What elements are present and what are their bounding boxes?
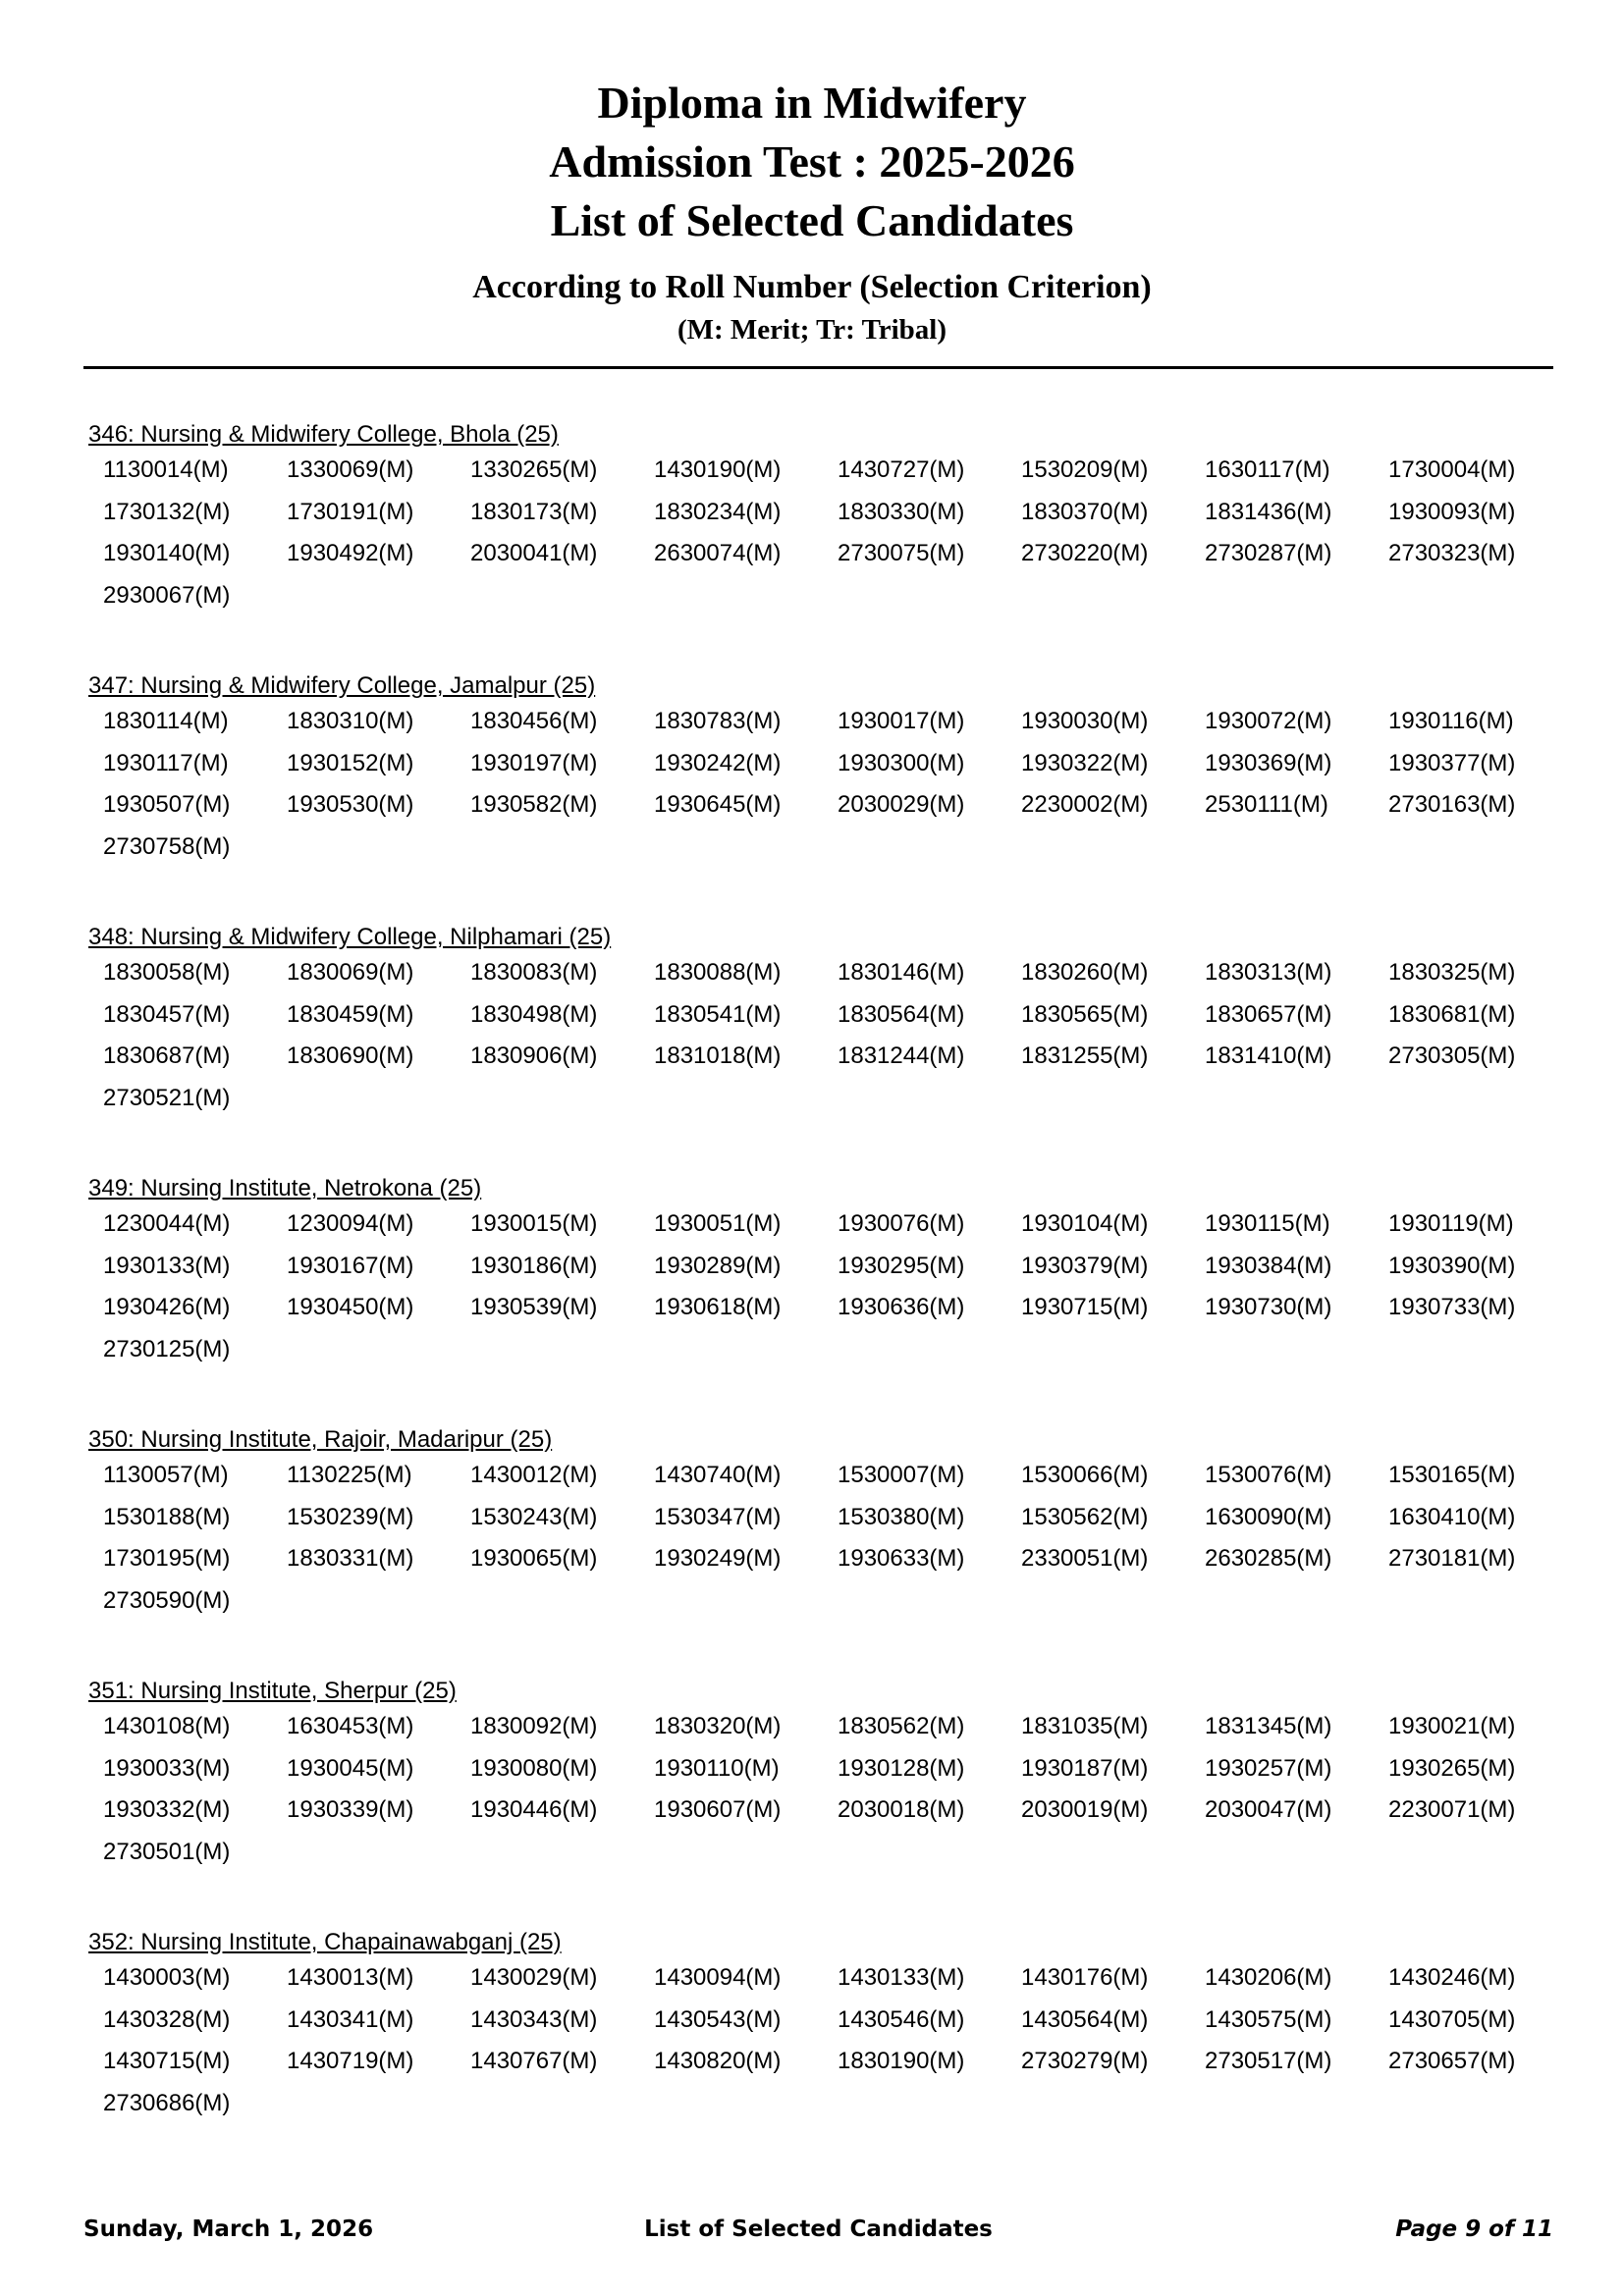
roll-number: 2730279(M): [1021, 2048, 1149, 2075]
roll-number: 2730657(M): [1388, 2048, 1516, 2075]
roll-number: 2730181(M): [1388, 1545, 1516, 1573]
roll-number: 1730191(M): [287, 498, 414, 525]
roll-number: 1930119(M): [1388, 1210, 1514, 1237]
roll-number: 2730517(M): [1205, 2048, 1332, 2075]
roll-number: 1930242(M): [654, 749, 782, 776]
roll-number: 1930645(M): [654, 791, 782, 819]
roll-number: 1930446(M): [470, 1796, 598, 1824]
institute-heading: 350: Nursing Institute, Rajoir, Madaripur (25): [88, 1426, 553, 1453]
roll-number: 1830657(M): [1205, 1000, 1332, 1028]
roll-number: 1930582(M): [470, 791, 598, 819]
roll-number: 1930045(M): [287, 1754, 414, 1782]
roll-number: 2230071(M): [1388, 1796, 1516, 1824]
roll-number: 1530165(M): [1388, 1462, 1516, 1488]
roll-number: 2630285(M): [1205, 1545, 1332, 1573]
roll-number: 1830906(M): [470, 1042, 598, 1070]
roll-number: 1430564(M): [1021, 2005, 1149, 2033]
roll-number: 2730590(M): [103, 1586, 231, 1614]
roll-number: 1530243(M): [470, 1503, 598, 1530]
roll-number-grid: [88, 1455, 1561, 1622]
roll-number: 1430705(M): [1388, 2005, 1516, 2033]
roll-number: 1930187(M): [1021, 1754, 1149, 1782]
roll-number: 1930377(M): [1388, 749, 1516, 776]
roll-number: 1930733(M): [1388, 1294, 1516, 1321]
roll-number: 1930384(M): [1205, 1252, 1332, 1279]
roll-number: 1930030(M): [1021, 708, 1149, 734]
roll-number: 1430013(M): [287, 1964, 414, 1991]
roll-number: 1830092(M): [470, 1713, 598, 1739]
document-header: [0, 74, 1624, 348]
roll-number: 1830313(M): [1205, 959, 1332, 986]
list-title: List of Selected Candidates: [550, 195, 1074, 245]
roll-number: 1930295(M): [838, 1252, 965, 1279]
roll-number: 1930133(M): [103, 1252, 231, 1279]
roll-number: 1930116(M): [1388, 708, 1514, 734]
roll-number: 1930104(M): [1021, 1210, 1149, 1237]
roll-number: 1330265(M): [470, 456, 598, 483]
roll-number: 1730004(M): [1388, 456, 1516, 483]
roll-number: 1930186(M): [470, 1252, 598, 1279]
roll-number: 2730686(M): [103, 2089, 231, 2116]
roll-number: 1930152(M): [287, 749, 414, 776]
roll-number: 1930197(M): [470, 749, 598, 776]
roll-number: 1430029(M): [470, 1964, 598, 1991]
roll-number: 1430206(M): [1205, 1964, 1332, 1991]
roll-number: 1930080(M): [470, 1754, 598, 1782]
roll-number: 2030018(M): [838, 1796, 965, 1824]
footer-date: Sunday, March 1, 2026: [83, 2216, 374, 2242]
roll-number: 1830058(M): [103, 959, 231, 986]
roll-number: 1930730(M): [1205, 1294, 1332, 1321]
roll-number: 1831035(M): [1021, 1713, 1149, 1739]
institute-section: [88, 1677, 1561, 1928]
roll-number: 1530209(M): [1021, 456, 1149, 483]
roll-number: 1930322(M): [1021, 749, 1149, 776]
page-footer: [83, 2216, 1553, 2256]
roll-number: 2730323(M): [1388, 540, 1516, 567]
institute-heading: 349: Nursing Institute, Netrokona (25): [88, 1175, 482, 1201]
roll-number: 1630410(M): [1388, 1503, 1516, 1530]
roll-number: 1230094(M): [287, 1210, 414, 1237]
roll-number: 1930128(M): [838, 1754, 965, 1782]
roll-number: 1430719(M): [287, 2048, 414, 2075]
roll-number: 1530066(M): [1021, 1462, 1149, 1488]
roll-number: 1430094(M): [654, 1964, 782, 1991]
roll-number: 2730501(M): [103, 1838, 231, 1865]
roll-number: 1930265(M): [1388, 1754, 1516, 1782]
roll-number: 1830083(M): [470, 959, 598, 986]
roll-number: 1930033(M): [103, 1754, 231, 1782]
roll-number: 1830456(M): [470, 708, 598, 734]
roll-number-grid: [88, 952, 1561, 1119]
roll-number: 1830564(M): [838, 1000, 965, 1028]
roll-number: 1930450(M): [287, 1294, 414, 1321]
roll-number: 1930715(M): [1021, 1294, 1149, 1321]
roll-number: 1730132(M): [103, 498, 231, 525]
roll-number: 1830320(M): [654, 1713, 782, 1739]
institute-heading: 346: Nursing & Midwifery College, Bhola (25): [88, 421, 559, 448]
roll-number: 1430767(M): [470, 2048, 598, 2075]
roll-number: 1930636(M): [838, 1294, 965, 1321]
header-divider: [83, 366, 1553, 369]
roll-number: 1830459(M): [287, 1000, 414, 1028]
roll-number: 1730195(M): [103, 1545, 231, 1573]
roll-number: 1830325(M): [1388, 959, 1516, 986]
institute-heading: 348: Nursing & Midwifery College, Nilphamari (25): [88, 924, 612, 950]
roll-number: 2030047(M): [1205, 1796, 1332, 1824]
roll-number-grid: [88, 701, 1561, 868]
institute-heading: 352: Nursing Institute, Chapainawabganj (25): [88, 1929, 562, 1955]
roll-number: 1830370(M): [1021, 498, 1149, 525]
roll-number: 1430133(M): [838, 1964, 965, 1991]
roll-number: 1930339(M): [287, 1796, 414, 1824]
roll-number: 1930426(M): [103, 1294, 231, 1321]
roll-number: 1930249(M): [654, 1545, 782, 1573]
roll-number: 1430343(M): [470, 2005, 598, 2033]
roll-number: 1830783(M): [654, 708, 782, 734]
roll-number: 1930051(M): [654, 1210, 782, 1237]
roll-number: 2730125(M): [103, 1335, 231, 1362]
footer-page-number: Page 9 of 11: [1395, 2216, 1553, 2242]
roll-number: 1430546(M): [838, 2005, 965, 2033]
roll-number: 1130225(M): [287, 1462, 412, 1488]
institute-section: [88, 1928, 1561, 2179]
roll-number: 1831436(M): [1205, 498, 1332, 525]
roll-number: 2730758(M): [103, 832, 231, 860]
roll-number: 1430108(M): [103, 1713, 231, 1739]
roll-number: 1930017(M): [838, 708, 965, 734]
roll-number: 2230002(M): [1021, 791, 1149, 819]
selection-criterion-subtitle: According to Roll Number (Selection Criterion): [472, 269, 1152, 305]
roll-number: 1930618(M): [654, 1294, 782, 1321]
roll-number: 1830234(M): [654, 498, 782, 525]
roll-number: 1430328(M): [103, 2005, 231, 2033]
roll-number: 1530347(M): [654, 1503, 782, 1530]
roll-number: 1930379(M): [1021, 1252, 1149, 1279]
roll-number: 1830260(M): [1021, 959, 1149, 986]
roll-number: 1430246(M): [1388, 1964, 1516, 1991]
roll-number-grid: [88, 1706, 1561, 1873]
institute-heading: 351: Nursing Institute, Sherpur (25): [88, 1678, 457, 1704]
roll-number: 1830069(M): [287, 959, 414, 986]
roll-number: 1830310(M): [287, 708, 414, 734]
roll-number: 1430820(M): [654, 2048, 782, 2075]
roll-number: 1930390(M): [1388, 1252, 1516, 1279]
roll-number: 1430543(M): [654, 2005, 782, 2033]
roll-number: 1930021(M): [1388, 1713, 1516, 1739]
roll-number: 1831255(M): [1021, 1042, 1149, 1070]
roll-number: 1430715(M): [103, 2048, 231, 2075]
roll-number: 1830565(M): [1021, 1000, 1149, 1028]
roll-number: 1830190(M): [838, 2048, 965, 2075]
roll-number: 1430575(M): [1205, 2005, 1332, 2033]
roll-number: 1930257(M): [1205, 1754, 1332, 1782]
roll-number: 1930507(M): [103, 791, 231, 819]
roll-number: 1830541(M): [654, 1000, 782, 1028]
roll-number: 1831244(M): [838, 1042, 965, 1070]
roll-number: 1930093(M): [1388, 498, 1516, 525]
roll-number: 1930117(M): [103, 749, 229, 776]
roll-number: 1930289(M): [654, 1252, 782, 1279]
roll-number: 1831345(M): [1205, 1713, 1332, 1739]
institute-section: [88, 1174, 1561, 1425]
roll-number: 1930167(M): [287, 1252, 414, 1279]
roll-number: 1930492(M): [287, 540, 414, 567]
institute-section: [88, 420, 1561, 671]
roll-number: 1430003(M): [103, 1964, 231, 1991]
roll-number: 1630090(M): [1205, 1503, 1332, 1530]
roll-number: 1530007(M): [838, 1462, 965, 1488]
roll-number: 1830687(M): [103, 1042, 231, 1070]
roll-number: 1130014(M): [103, 456, 229, 483]
roll-number: 1430176(M): [1021, 1964, 1149, 1991]
roll-number: 1630117(M): [1205, 456, 1330, 483]
roll-number: 1830173(M): [470, 498, 598, 525]
roll-number: 1530239(M): [287, 1503, 414, 1530]
document-title: Diploma in Midwifery: [597, 78, 1027, 128]
roll-number: 2030019(M): [1021, 1796, 1149, 1824]
roll-number-grid: [88, 1957, 1561, 2124]
roll-number: 1830498(M): [470, 1000, 598, 1028]
roll-number: 1830681(M): [1388, 1000, 1516, 1028]
admission-test-title: Admission Test : 2025-2026: [549, 136, 1075, 187]
roll-number: 1930300(M): [838, 749, 965, 776]
roll-number: 1830690(M): [287, 1042, 414, 1070]
roll-number: 2330051(M): [1021, 1545, 1149, 1573]
roll-number: 1530076(M): [1205, 1462, 1332, 1488]
roll-number: 1930369(M): [1205, 749, 1332, 776]
roll-number: 2930067(M): [103, 581, 231, 609]
roll-number: 1930539(M): [470, 1294, 598, 1321]
roll-number: 1831410(M): [1205, 1042, 1332, 1070]
roll-number: 1530380(M): [838, 1503, 965, 1530]
roll-number: 1930110(M): [654, 1754, 780, 1782]
roll-number: 1630453(M): [287, 1713, 414, 1739]
roll-number: 2730220(M): [1021, 540, 1149, 567]
roll-number: 1830562(M): [838, 1713, 965, 1739]
roll-number: 1430740(M): [654, 1462, 782, 1488]
roll-number: 1530562(M): [1021, 1503, 1149, 1530]
roll-number: 1930015(M): [470, 1210, 598, 1237]
roll-number: 1830114(M): [103, 708, 229, 734]
roll-number: 1930332(M): [103, 1796, 231, 1824]
roll-number-grid: [88, 450, 1561, 616]
roll-number: 2030041(M): [470, 540, 598, 567]
roll-number: 2630074(M): [654, 540, 782, 567]
roll-number: 1930115(M): [1205, 1210, 1330, 1237]
roll-number: 2730287(M): [1205, 540, 1332, 567]
roll-number: 1930530(M): [287, 791, 414, 819]
roll-number: 2030029(M): [838, 791, 965, 819]
roll-number: 1830331(M): [287, 1545, 414, 1573]
roll-number-grid: [88, 1203, 1561, 1370]
roll-number: 1430341(M): [287, 2005, 414, 2033]
roll-number: 1530188(M): [103, 1503, 231, 1530]
roll-number: 2730305(M): [1388, 1042, 1516, 1070]
institute-section: [88, 671, 1561, 923]
roll-number: 1830330(M): [838, 498, 965, 525]
roll-number: 1930076(M): [838, 1210, 965, 1237]
roll-number: 2530111(M): [1205, 791, 1328, 819]
roll-number: 2730163(M): [1388, 791, 1516, 819]
roll-number: 2730075(M): [838, 540, 965, 567]
roll-number: 1130057(M): [103, 1462, 229, 1488]
roll-number: 1830088(M): [654, 959, 782, 986]
roll-number: 1430012(M): [470, 1462, 598, 1488]
institute-section: [88, 923, 1561, 1174]
roll-number: 1930072(M): [1205, 708, 1332, 734]
roll-number: 1230044(M): [103, 1210, 231, 1237]
candidate-sections: [88, 420, 1561, 2179]
roll-number: 1330069(M): [287, 456, 414, 483]
institute-section: [88, 1425, 1561, 1677]
roll-number: 1430727(M): [838, 456, 965, 483]
legend-text: (M: Merit; Tr: Tribal): [677, 314, 947, 346]
roll-number: 1830146(M): [838, 959, 965, 986]
roll-number: 1830457(M): [103, 1000, 231, 1028]
roll-number: 1930065(M): [470, 1545, 598, 1573]
footer-title: List of Selected Candidates: [644, 2216, 993, 2242]
roll-number: 1831018(M): [654, 1042, 782, 1070]
roll-number: 1930607(M): [654, 1796, 782, 1824]
roll-number: 1930140(M): [103, 540, 231, 567]
roll-number: 1930633(M): [838, 1545, 965, 1573]
institute-heading: 347: Nursing & Midwifery College, Jamalpur (25): [88, 672, 596, 699]
roll-number: 2730521(M): [103, 1084, 231, 1111]
roll-number: 1430190(M): [654, 456, 782, 483]
